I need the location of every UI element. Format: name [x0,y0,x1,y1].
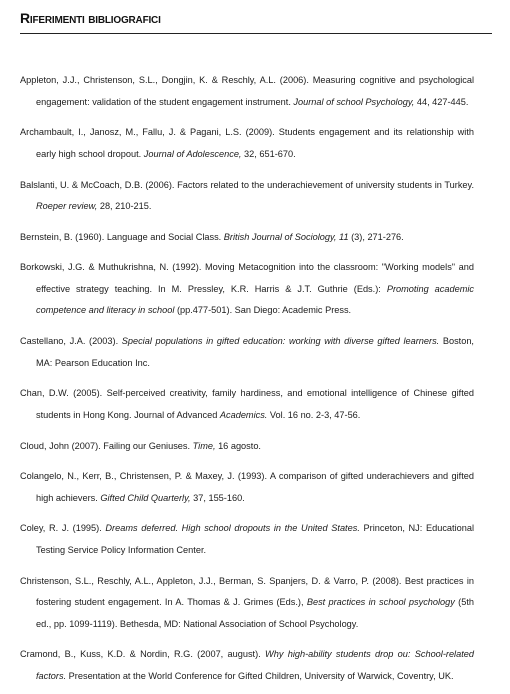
reference-item [20,518,474,561]
reference-item [20,436,474,458]
reference-italic: Roeper review, [36,201,98,212]
reference-text: Balslanti, U. & McCoach, D.B. (2006). Factors related to the underachievement of university students in Turkey. [20,179,474,190]
reference-text: Borkowski, J.G. & Muthukrishna, N. (1992). Moving Metacognition into the classroom: "Working models" and effective strategy teaching. In M. Pressley, K.R. Harris & J.T. Guthrie (Eds.): [20,262,474,294]
reference-text: Colangelo, N., Kerr, B., Christensen, P. & Maxey, J. (1993). A comparison of gifted underachievers and gifted high achievers. [20,471,474,503]
reference-text: Cloud, John (2007). Failing our Geniuses. [20,440,193,451]
reference-item [20,227,474,249]
reference-italic: Time, [192,440,216,451]
reference-text: Princeton, NJ: Educational Testing Service Policy Information Center. [36,523,474,555]
reference-italic: Dreams deferred. High school dropouts in the United States. [105,523,360,534]
reference-item [20,70,474,113]
reference-text: Vol. 16 no. 2-3, 47-56. [267,409,361,420]
reference-item [20,122,474,165]
reference-text: (pp.477-501). San Diego: Academic Press. [174,305,352,316]
reference-item [20,257,474,322]
reference-text: (3), 271-276. [348,231,404,242]
reference-text: 16 agosto. [215,440,261,451]
reference-list [20,61,474,694]
reference-text: Bernstein, B. (1960). Language and Social Class. [20,231,224,242]
reference-text: 32, 651-670. [241,148,296,159]
reference-text: Archambault, I., Janosz, M., Fallu, J. & Pagani, L.S. (2009). Students engagement and its relationship with early high school dropout. [20,127,474,159]
reference-italic: Gifted Child Quarterly, [100,492,191,503]
page-title: Riferimenti bibliografici [20,10,161,26]
reference-italic: Why high-ability students drop ou: School-related factors. [36,649,474,681]
reference-text: 28, 210-215. [97,201,152,212]
reference-italic: Best practices in school psychology [306,597,455,608]
reference-text: 44, 427-445. [414,96,469,107]
reference-text: Chan, D.W. (2005). Self-perceived creativity, family hardiness, and emotional intelligence of Chinese gifted students in Hong Kong. Journal of Advanced [20,388,474,420]
reference-item [20,466,474,509]
reference-text: Castellano, J.A. (2003). [20,336,122,347]
reference-item [20,331,474,374]
reference-text: Presentation at the World Conference for Gifted Children, University of Warwick, Coventry, UK. [66,670,454,681]
reference-item [20,571,474,636]
title-rule [20,33,492,34]
reference-text: Christenson, S.L., Reschly, A.L., Appleton, J.J., Berman, S. Spanjers, D. & Varro, P. (2008). Best practices in fostering student engagement. In A. Thomas & J. Grimes (Eds.), [20,575,474,608]
reference-item [20,383,474,426]
reference-italic: Journal of school Psychology, [293,96,415,107]
reference-italic: Special populations in gifted education: working with diverse gifted learners. [121,336,440,347]
reference-text: Coley, R. J. (1995). [20,523,106,534]
reference-item [20,644,474,687]
reference-italic: Promoting academic competence and literacy in school [36,283,474,316]
reference-text: Boston, MA: Pearson Education Inc. [36,336,474,368]
reference-italic: Academics. [219,409,268,420]
reference-italic: British Journal of Sociology, 11 [223,231,349,242]
reference-text: 37, 155-160. [190,492,245,503]
reference-item [20,175,474,218]
reference-text: Cramond, B., Kuss, K.D. & Nordin, R.G. (2007, august). [20,649,266,660]
reference-italic: Journal of Adolescence, [143,148,242,159]
reference-text: Appleton, J.J., Christenson, S.L., Dongjin, K. & Reschly, A.L. (2006). Measuring cognitive and psychological engagement: validation of the student engagement instrument. [20,75,474,107]
reference-text: (5th ed., pp. 1099-1119). Bethesda, MD: National Association of School Psychology. [36,597,474,629]
